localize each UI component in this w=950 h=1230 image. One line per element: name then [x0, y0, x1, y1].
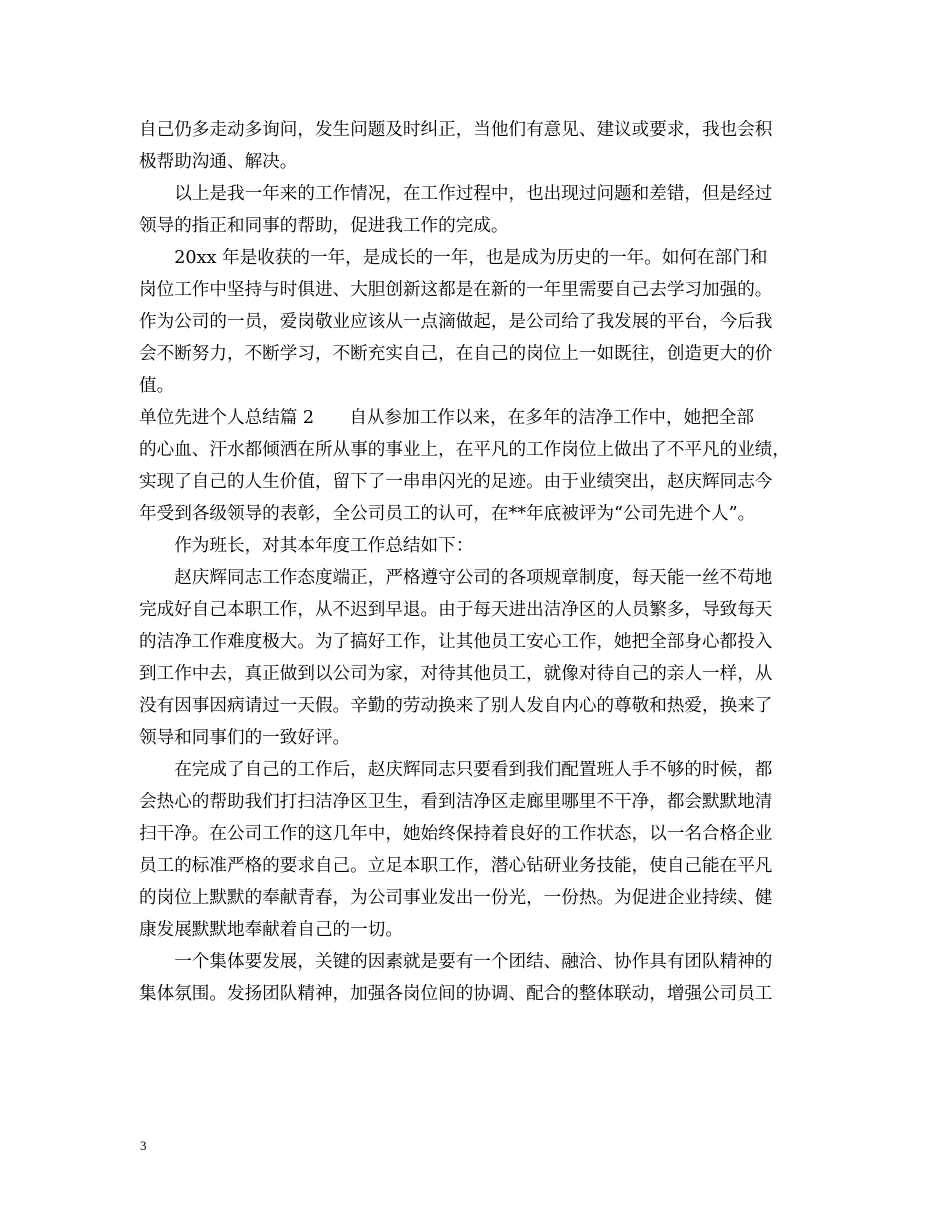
text-line: 没有因事因病请过一天假。辛勤的劳动换来了别人发自内心的尊敬和热爱，换来了 [139, 696, 773, 716]
section-heading-line: 单位先进个人总结篇 2 自从参加工作以来，在多年的洁净工作中，她把全部 [139, 408, 754, 428]
text-line: 员工的标准严格的要求自己。立足本职工作，潜心钻研业务技能，使自己能在平凡 [139, 856, 773, 876]
text-line: 的心血、汗水都倾洒在所从事的事业上，在平凡的工作岗位上做出了不平凡的业绩， [139, 440, 790, 460]
text-line: 到工作中去，真正做到以公司为家，对待其他员工，就像对待自己的亲人一样，从 [139, 664, 773, 684]
text-line: 岗位工作中坚持与时俱进、大胆创新这都是在新的一年里需要自己去学习加强的。 [139, 280, 773, 300]
text-line: 会不断努力，不断学习，不断充实自己，在自己的岗位上一如既往，创造更大的价 [139, 344, 773, 364]
text-line: 在完成了自己的工作后，赵庆辉同志只要看到我们配置班人手不够的时候，都 [139, 760, 773, 780]
text-line: 集体氛围。发扬团队精神，加强各岗位间的协调、配合的整体联动，增强公司员工 [139, 984, 773, 1004]
text-line: 实现了自己的人生价值，留下了一串串闪光的足迹。由于业绩突出，赵庆辉同志今 [139, 472, 773, 492]
text-line: 值。 [139, 376, 175, 396]
text-line: 领导和同事们的一致好评。 [139, 728, 351, 748]
text-line: 年受到各级领导的表彰，全公司员工的认可，在**年底被评为“公司先进个人”。 [139, 504, 756, 524]
text-line: 极帮助沟通、解决。 [139, 152, 298, 172]
text-line: 的洁净工作难度极大。为了搞好工作，让其他员工安心工作，她把全部身心都投入 [139, 632, 773, 652]
page-number: 3 [140, 1138, 147, 1153]
text-line: 的岗位上默默的奉献青春，为公司事业发出一份光，一份热。为促进企业持续、健 [139, 888, 773, 908]
text-line: 一个集体要发展，关键的因素就是要有一个团结、融洽、协作具有团队精神的 [139, 952, 773, 972]
text-line: 完成好自己本职工作，从不迟到早退。由于每天进出洁净区的人员繁多，导致每天 [139, 600, 773, 620]
text-line: 作为班长，对其本年度工作总结如下： [139, 536, 474, 556]
text-line: 自己仍多走动多询问，发生问题及时纠正，当他们有意见、建议或要求，我也会积 [139, 120, 773, 140]
text-line: 以上是我一年来的工作情况，在工作过程中，也出现过问题和差错，但是经过 [139, 184, 773, 204]
text-line: 领导的指正和同事的帮助，促进我工作的完成。 [139, 216, 509, 236]
text-line: 作为公司的一员，爱岗敬业应该从一点滴做起，是公司给了我发展的平台，今后我 [139, 312, 773, 332]
text-line: 会热心的帮助我们打扫洁净区卫生，看到洁净区走廊里哪里不干净，都会默默地清 [139, 792, 773, 812]
text-line: 康发展默默地奉献着自己的一切。 [139, 920, 403, 940]
text-line: 扫干净。在公司工作的这几年中，她始终保持着良好的工作状态，以一名合格企业 [139, 824, 773, 844]
document-body [139, 114, 821, 1010]
text-line: 20xx 年是收获的一年，是成长的一年，也是成为历史的一年。如何在部门和 [139, 248, 768, 268]
text-line: 赵庆辉同志工作态度端正，严格遵守公司的各项规章制度，每天能一丝不苟地 [139, 568, 773, 588]
